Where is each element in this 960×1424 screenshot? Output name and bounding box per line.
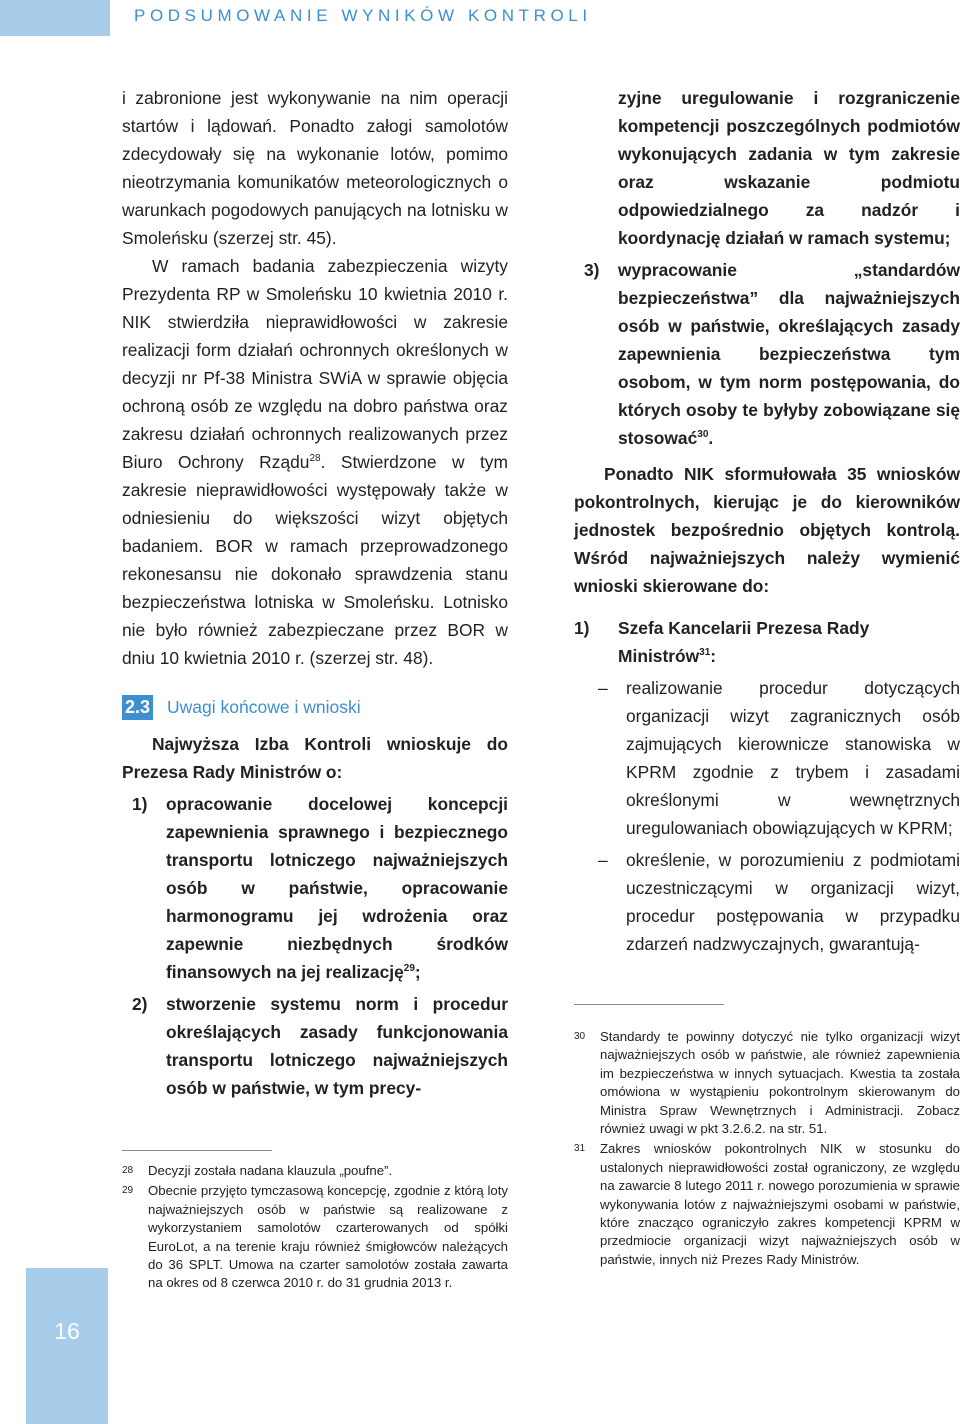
dash-bullet: – bbox=[598, 850, 608, 870]
footnote-ref-31[interactable]: 31 bbox=[699, 647, 711, 659]
recommendation-item-3: 3) wypracowanie „standardów bezpieczeństwa” dla najważniejszych osób w państwie, określających zasady zapewnienia bezpieczeństwa tym osobom, w tym norm postępowania, do których osoby te byłyby zobowiązane się stosować$^{30}$. bbox=[584, 260, 960, 448]
recommendations-intro: Najwyższa Izba Kontroli wnioskuje do Prezesa Rady Ministrów o: bbox=[122, 734, 508, 782]
paragraph-continuation: i zabronione jest wykonywanie na nim operacji startów i lądowań. Ponadto załogi samolotów zdecydowały się na wykonanie lotów, pomimo nieotrzymania komunikatów meteorologicznych o warunkach pogodowych panujących na lotnisku w Smoleńsku (szerzej str. 45). bbox=[122, 88, 508, 248]
running-header: PODSUMOWANIE WYNIKÓW KONTROLI bbox=[134, 6, 592, 25]
page-number-tab bbox=[26, 1268, 108, 1424]
footnote-29: 29 Obecnie przyjęto tymczasową koncepcję, zgodnie z którą loty najważniejszych osób w państwie są realizowane z wykorzystaniem samolotów czarterowanych od spółki EuroLot, a na terenie kraju również śmigłowców należących do 36 SPLT. Umowa na czarter samolotów została zawarta na okres od 8 czerwca 2010 r. do 31 grudnia 2013 r. bbox=[122, 1183, 508, 1291]
page-number: 16 bbox=[54, 1318, 80, 1344]
footnote-separator-right bbox=[574, 1004, 724, 1005]
footnote-separator-left bbox=[122, 1150, 272, 1151]
recommendation-item-1: 1) opracowanie docelowej koncepcji zapewnienia sprawnego i bezpiecznego transportu lotniczego najważniejszych osób w państwie, opracowanie harmonogramu jej wdrożenia oraz zapewnie niezbędnych środków finansowych na jej realizację$^{29}$; bbox=[132, 794, 508, 982]
dash-item-1: – realizowanie procedur dotyczących organizacji wizyt zagranicznych osób zajmujących kierownicze stanowiska w KPRM zgodnie z trybem i zasadami określonymi w wewnętrznych uregulowaniach obowiązujących w KPRM; bbox=[574, 674, 960, 842]
footnotes-left bbox=[122, 1162, 508, 1295]
recommendation-item-2: 2) stworzenie systemu norm i procedur określających zasady funkcjonowania transportu lotniczego najważniejszych osób w państwie, w tym precy- bbox=[132, 994, 508, 1098]
footnote-ref-29[interactable]: 29 bbox=[403, 963, 415, 975]
section-title: Uwagi końcowe i wnioski bbox=[167, 696, 361, 717]
footnote-28: 28 Decyzji została nadana klauzula „poufne”. bbox=[122, 1163, 393, 1178]
footnotes-right bbox=[574, 1028, 960, 1271]
footnote-31: 31 Zakres wniosków pokontrolnych NIK w stosunku do ustalonych nieprawidłowości został ograniczony, ze względu na zawarcie 8 lutego 2011 r. nowego porozumienia w sprawie wykonywania lotów z najważniejszymi osobami w państwie, które znacząco ograniczyło zakres kompetencji KPRM w przedmiocie organizacji wizyt najważniejszych osób w państwie, innych niż Prezes Rady Ministrów. bbox=[574, 1141, 960, 1267]
footnote-30: 30 Standardy te powinny dotyczyć nie tylko organizacji wizyt najważniejszych osób w państwie, ale również zapewnienia im bezpieczeństwa w innych sytuacjach. Kwestia ta została omówiona w wystąpieniu pokontrolnym skierowanym do Ministra Spraw Wewnętrznych i Administracji. Zobacz również uwagi w pkt 3.2.6.2. na str. 51. bbox=[574, 1029, 960, 1137]
section-heading bbox=[122, 692, 508, 722]
section-number: 2.3 bbox=[122, 695, 153, 720]
recommendation-item-2-continued: zyjne uregulowanie i rozgraniczenie kompetencji poszczególnych podmiotów wykonujących zadania w tym zakresie oraz wskazanie podmiotu odpowiedzialnego za nadzór i koordynację działań w ramach systemu; bbox=[618, 88, 960, 248]
dash-bullet: – bbox=[598, 678, 608, 698]
dash-item-2: – określenie, w porozumieniu z podmiotami uczestniczącymi w organizacji wizyt, procedur postępowania w przypadku zdarzeń nadzwyczajnych, gwarantują- bbox=[574, 846, 960, 958]
header-color-block bbox=[0, 0, 110, 36]
paragraph-further-recommendations: Ponadto NIK sformułowała 35 wniosków pokontrolnych, kierując je do kierowników jednostek bezpośrednio objętych kontrolą. Wśród najważniejszych należy wymienić wnioski skierowane do: bbox=[574, 464, 960, 596]
footnote-ref-30[interactable]: 30 bbox=[697, 429, 709, 441]
left-column bbox=[122, 84, 508, 1102]
addressee-item-1: 1) Szefa Kancelarii Prezesa Rady Ministrów$^{31}$: bbox=[574, 618, 870, 666]
footnote-ref-28[interactable]: 28 bbox=[309, 453, 321, 465]
right-column bbox=[574, 84, 960, 958]
paragraph-bor-findings: W ramach badania zabezpieczenia wizyty Prezydenta RP w Smoleńsku 10 kwietnia 2010 r. NIK stwierdziła nieprawidłowości w zakresie realizacji form działań ochronnych określonych w decyzji nr Pf-38 Ministra SWiA w sprawie objęcia ochroną osób ze względu na dobro państwa oraz zakresu działań ochronnych realizowanych przez Biuro Ochrony Rządu$^{28}$. Stwierdzone w tym zakresie nieprawidłowości występowały także w odniesieniu do większości wizyt objętych badaniem. BOR w ramach przeprowadzonego rekonesansu nie dokonało sprawdzenia stanu bezpieczeństwa lotniska w Smoleńsku. Lotnisko nie było również zabezpieczane przez BOR w dniu 10 kwietnia 2010 r. (szerzej str. 48). bbox=[122, 256, 508, 668]
